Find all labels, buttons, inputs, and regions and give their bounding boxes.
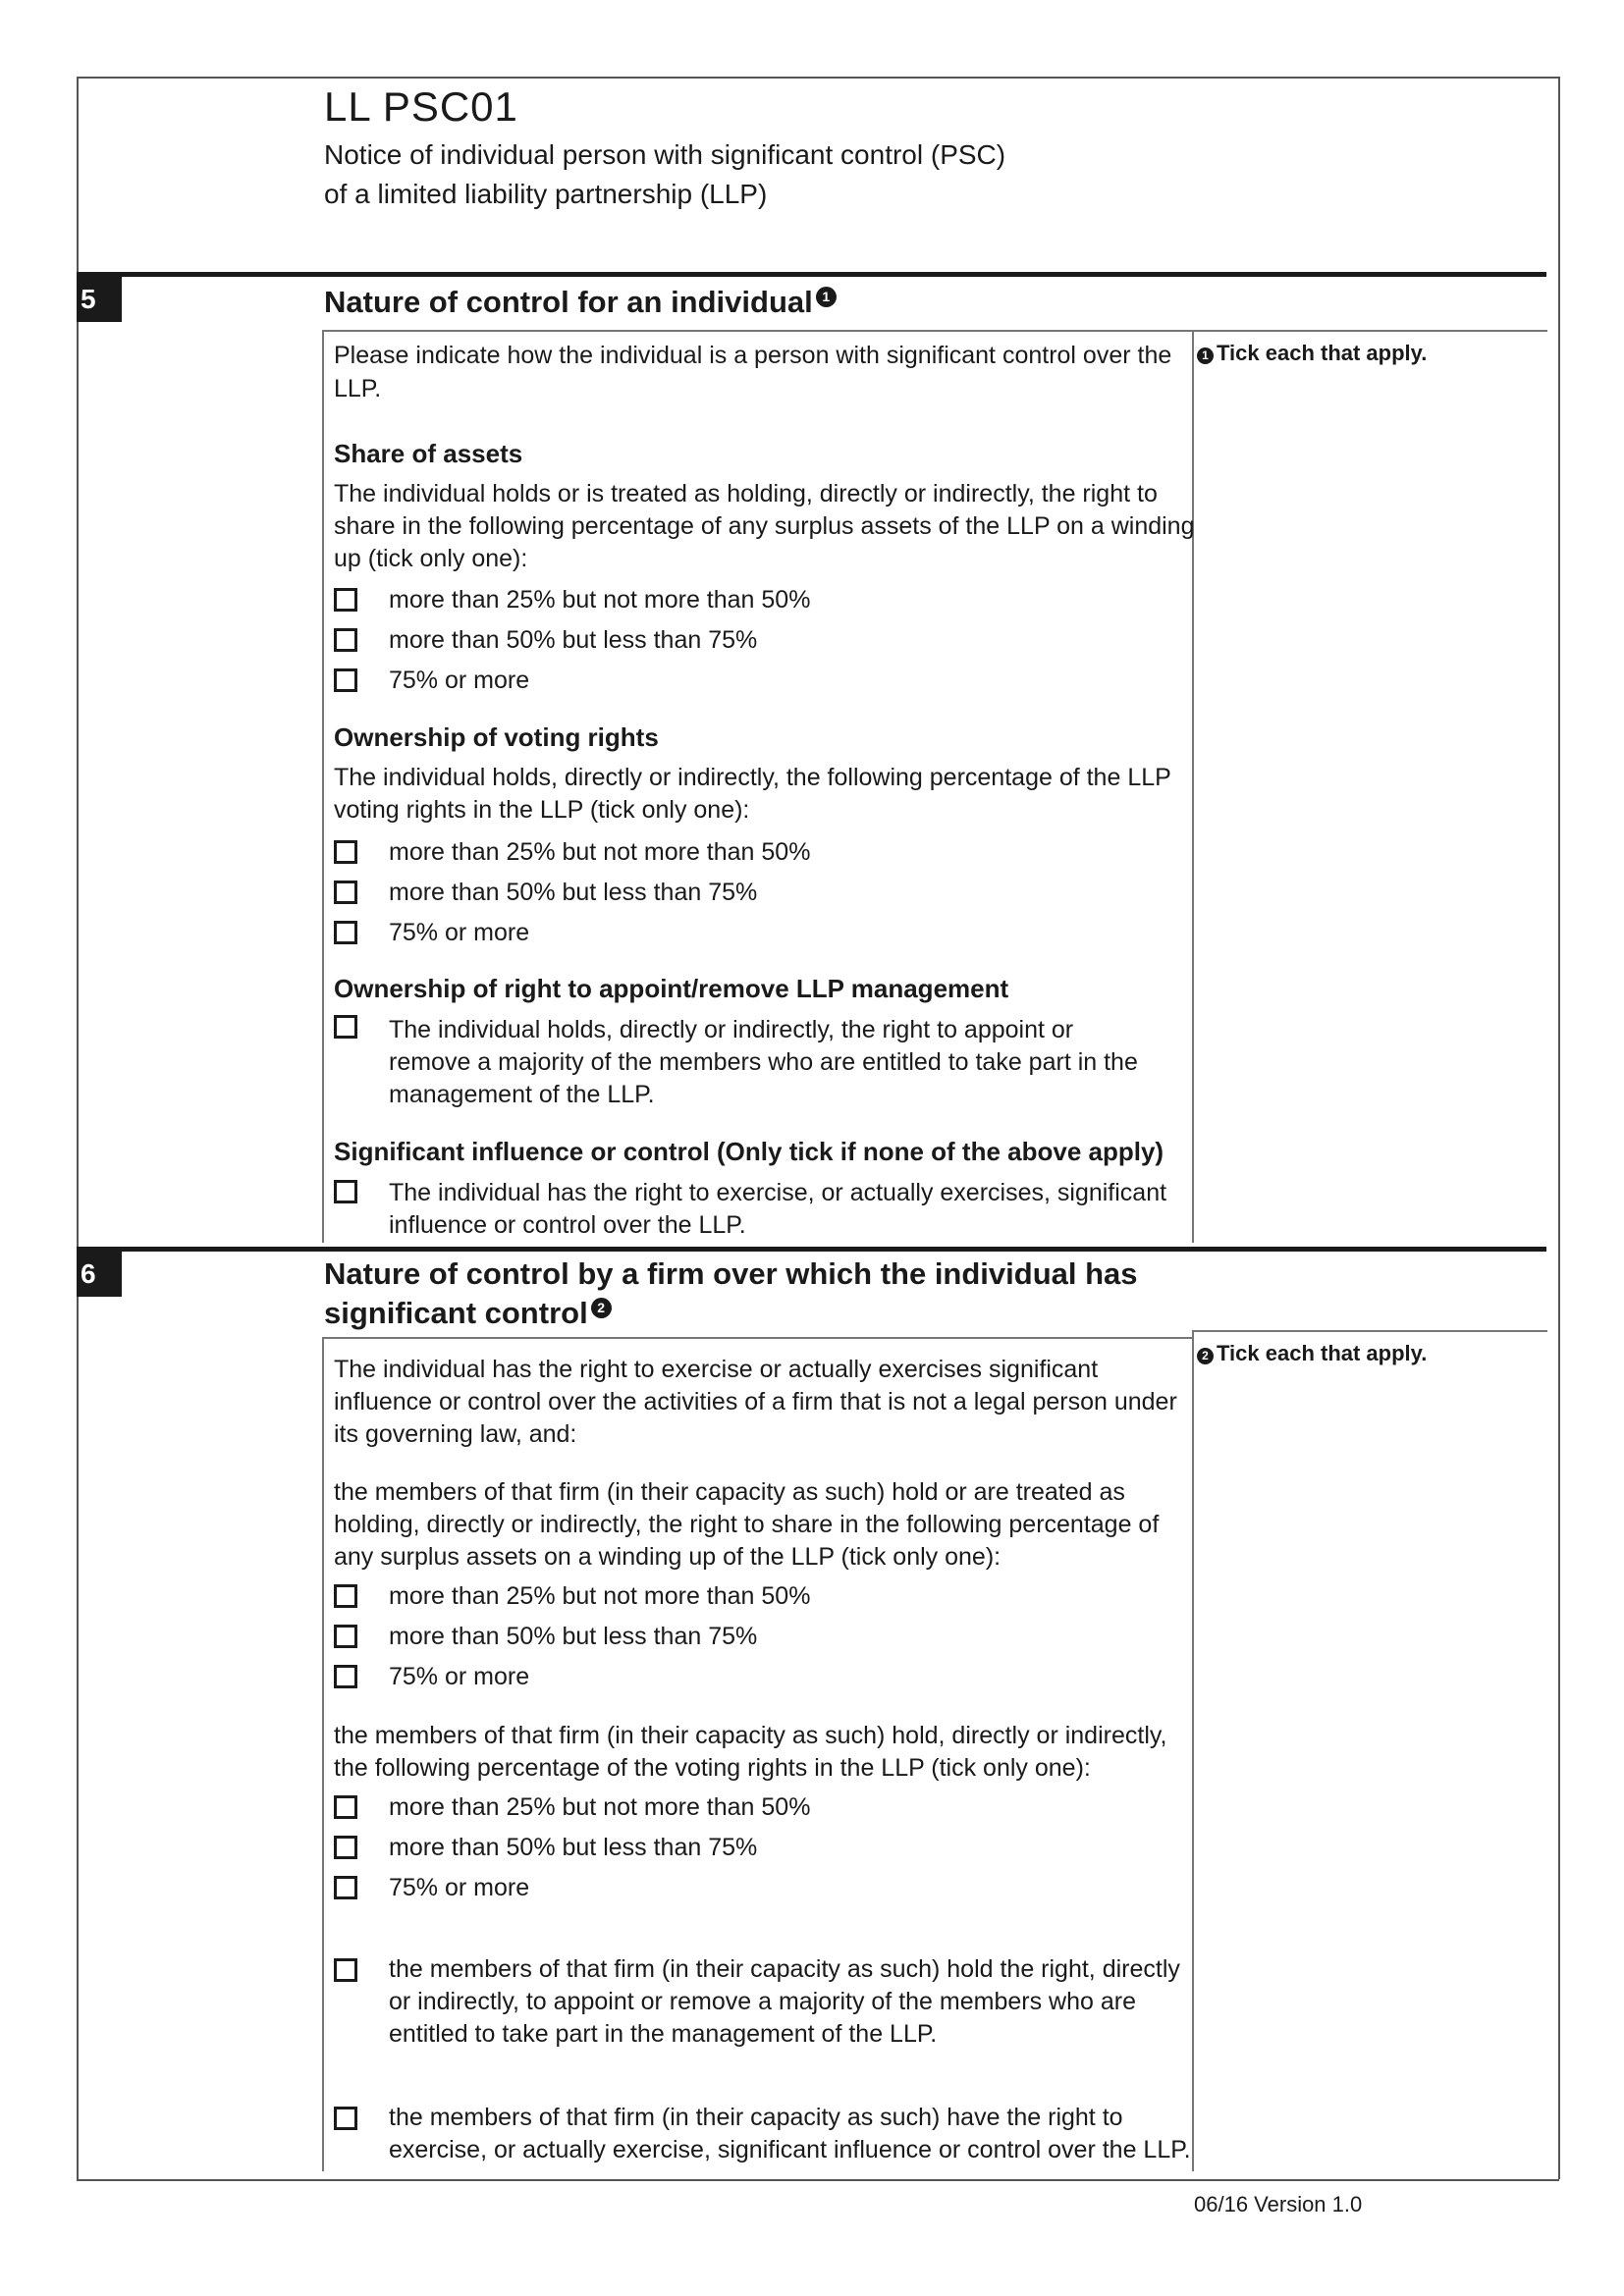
section5-rule <box>77 272 1546 277</box>
voting-rights-option-3: 75% or more <box>389 919 530 946</box>
share-assets-option-3: 75% or more <box>389 667 530 694</box>
influence-line2: influence or control over the LLP. <box>389 1211 746 1239</box>
section6-title-line2 <box>324 1294 612 1333</box>
firm-appoint-line1: the members of that firm (in their capacity as such) hold the right, directly <box>389 1955 1180 1983</box>
firm-assets-line3: any surplus assets on a winding up of the LLP (tick only one): <box>334 1543 1001 1571</box>
section6-title-line2-text: significant control <box>324 1296 588 1330</box>
section6-box-top <box>322 1337 1194 1339</box>
appoint-line2: remove a majority of the members who are entitled to take part in the <box>389 1048 1138 1076</box>
firm-influence-line2: exercise, or actually exercise, significant influence or control over the LLP. <box>389 2136 1191 2163</box>
section5-title <box>324 283 837 322</box>
share-assets-checkbox-3[interactable] <box>334 668 357 692</box>
section6-note-text: Tick each that apply. <box>1217 1341 1428 1365</box>
voting-rights-desc-line1: The individual holds, directly or indirectly, the following percentage of the LLP <box>334 764 1171 791</box>
form-subtitle-line1: Notice of individual person with significant control (PSC) <box>324 139 1006 170</box>
section6-note <box>1197 1337 1427 1370</box>
share-assets-checkbox-1[interactable] <box>334 588 357 612</box>
firm-appoint-line3: entitled to take part in the management of the LLP. <box>389 2020 938 2048</box>
share-assets-option-2: more than 50% but less than 75% <box>389 626 758 654</box>
influence-checkbox[interactable] <box>334 1180 357 1203</box>
page-frame-left <box>77 77 79 2179</box>
section5-number: 5 <box>77 277 122 322</box>
share-assets-option-1: more than 25% but not more than 50% <box>389 586 811 614</box>
share-assets-desc-line2: share in the following percentage of any surplus assets of the LLP on a winding <box>334 512 1195 540</box>
section5-note <box>1197 337 1427 370</box>
appoint-checkbox[interactable] <box>334 1015 357 1039</box>
section6-intro-line2: influence or control over the activities of a firm that is not a legal person under <box>334 1388 1177 1415</box>
firm-assets-line2: holding, directly or indirectly, the right to share in the following percentage of <box>334 1511 1160 1538</box>
firm-assets-line1: the members of that firm (in their capacity as such) hold or are treated as <box>334 1478 1125 1506</box>
section6-box-right <box>1192 1330 1194 2171</box>
firm-voting-option-2: more than 50% but less than 75% <box>389 1834 758 1861</box>
section6-note-top <box>1194 1330 1547 1332</box>
firm-appoint-line2: or indirectly, to appoint or remove a majority of the members who are <box>389 1988 1136 2015</box>
firm-assets-checkbox-3[interactable] <box>334 1665 357 1688</box>
section6-intro-line3: its governing law, and: <box>334 1420 577 1448</box>
section6-intro-line1: The individual has the right to exercise or actually exercises significant <box>334 1356 1099 1383</box>
influence-line1: The individual has the right to exercise, or actually exercises, significant <box>389 1179 1167 1206</box>
firm-voting-checkbox-3[interactable] <box>334 1876 357 1899</box>
page-frame-right <box>1558 77 1560 2179</box>
voting-rights-desc-line2: voting rights in the LLP (tick only one): <box>334 796 750 824</box>
appoint-line3: management of the LLP. <box>389 1081 655 1108</box>
firm-influence-checkbox[interactable] <box>334 2107 357 2130</box>
voting-rights-option-1: more than 25% but not more than 50% <box>389 838 811 866</box>
section6-title-line1: Nature of control by a firm over which the individual has <box>324 1256 1138 1291</box>
influence-heading: Significant influence or control (Only tick if none of the above apply) <box>334 1137 1164 1166</box>
firm-voting-option-3: 75% or more <box>389 1874 530 1901</box>
appoint-heading: Ownership of right to appoint/remove LLP management <box>334 974 1009 1003</box>
section5-box-right <box>1192 330 1194 1243</box>
firm-assets-checkbox-1[interactable] <box>334 1584 357 1608</box>
section6-box-left <box>322 1337 324 2171</box>
section5-intro-line1: Please indicate how the individual is a person with significant control over the <box>334 342 1172 369</box>
section5-box-left <box>322 330 324 1243</box>
share-assets-desc-line1: The individual holds or is treated as holding, directly or indirectly, the right to <box>334 480 1158 507</box>
voting-rights-checkbox-2[interactable] <box>334 881 357 904</box>
voting-rights-heading: Ownership of voting rights <box>334 722 659 752</box>
page-frame-bottom <box>77 2179 1559 2181</box>
firm-assets-option-2: more than 50% but less than 75% <box>389 1623 758 1650</box>
appoint-line1: The individual holds, directly or indirectly, the right to appoint or <box>389 1016 1074 1043</box>
firm-voting-line1: the members of that firm (in their capacity as such) hold, directly or indirectly, <box>334 1722 1167 1749</box>
note-marker-2: 2 <box>591 1298 612 1318</box>
section5-box-top <box>322 330 1194 332</box>
note-marker-1-small: 1 <box>1197 347 1214 364</box>
note-marker-2-small: 2 <box>1197 1348 1214 1364</box>
firm-voting-line2: the following percentage of the voting rights in the LLP (tick only one): <box>334 1754 1091 1782</box>
section6-number: 6 <box>77 1252 122 1297</box>
share-assets-desc-line3: up (tick only one): <box>334 545 528 572</box>
note-marker-1: 1 <box>816 287 837 307</box>
firm-voting-option-1: more than 25% but not more than 50% <box>389 1793 811 1821</box>
share-assets-heading: Share of assets <box>334 439 523 468</box>
voting-rights-checkbox-1[interactable] <box>334 840 357 864</box>
firm-influence-line1: the members of that firm (in their capacity as such) have the right to <box>389 2104 1123 2131</box>
form-subtitle-line2: of a limited liability partnership (LLP) <box>324 179 768 209</box>
firm-assets-option-1: more than 25% but not more than 50% <box>389 1582 811 1610</box>
firm-voting-checkbox-2[interactable] <box>334 1836 357 1859</box>
section6-rule <box>77 1247 1546 1252</box>
section5-title-text: Nature of control for an individual <box>324 285 813 319</box>
share-assets-checkbox-2[interactable] <box>334 628 357 652</box>
form-code: LL PSC01 <box>324 83 518 130</box>
firm-appoint-checkbox[interactable] <box>334 1958 357 1982</box>
firm-voting-checkbox-1[interactable] <box>334 1795 357 1819</box>
firm-assets-option-3: 75% or more <box>389 1663 530 1690</box>
firm-assets-checkbox-2[interactable] <box>334 1625 357 1648</box>
page-frame-top <box>77 77 1559 79</box>
version-label: 06/16 Version 1.0 <box>1194 2192 1363 2216</box>
section5-note-text: Tick each that apply. <box>1217 341 1428 365</box>
voting-rights-option-2: more than 50% but less than 75% <box>389 879 758 906</box>
section5-note-top <box>1194 330 1547 332</box>
voting-rights-checkbox-3[interactable] <box>334 921 357 944</box>
section5-intro-line2: LLP. <box>334 375 382 402</box>
